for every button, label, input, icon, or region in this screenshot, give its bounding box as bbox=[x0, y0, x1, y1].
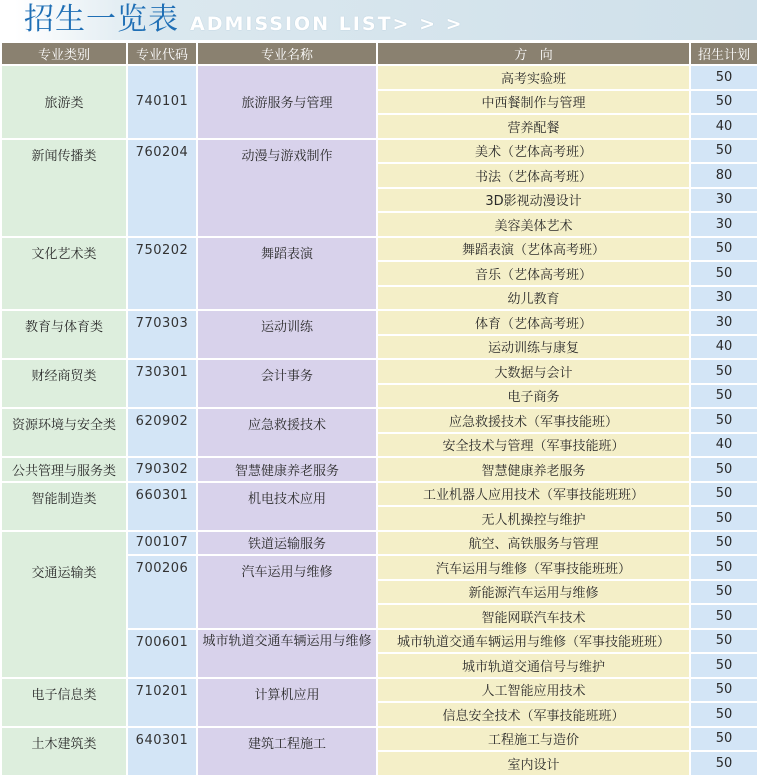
category-cell: 旅游类 bbox=[1, 65, 127, 139]
direction-cell: 书法（艺体高考班） bbox=[377, 163, 690, 188]
table-row bbox=[1, 678, 757, 703]
header-row bbox=[1, 42, 757, 65]
plan-cell: 50 bbox=[690, 678, 757, 703]
category-cell: 资源环境与安全类 bbox=[1, 408, 127, 457]
header-name: 专业名称 bbox=[197, 42, 377, 65]
direction-cell: 航空、高铁服务与管理 bbox=[377, 531, 690, 556]
direction-cell: 城市轨道交通信号与维护 bbox=[377, 653, 690, 678]
major-name-cell: 城市轨道交通车辆运用与维修 bbox=[197, 629, 377, 678]
direction-cell: 无人机操控与维护 bbox=[377, 506, 690, 531]
plan-cell: 50 bbox=[690, 531, 757, 556]
direction-cell: 人工智能应用技术 bbox=[377, 678, 690, 703]
page-title: 招生一览表 bbox=[24, 2, 179, 37]
plan-cell: 30 bbox=[690, 212, 757, 237]
direction-cell: 3D影视动漫设计 bbox=[377, 188, 690, 213]
code-cell: 700206 bbox=[127, 555, 197, 629]
direction-cell: 室内设计 bbox=[377, 751, 690, 776]
code-cell: 770303 bbox=[127, 310, 197, 359]
major-name-cell: 机电技术应用 bbox=[197, 482, 377, 531]
direction-cell: 智慧健康养老服务 bbox=[377, 457, 690, 482]
major-name-cell: 会计事务 bbox=[197, 359, 377, 408]
direction-cell: 电子商务 bbox=[377, 384, 690, 409]
plan-cell: 30 bbox=[690, 188, 757, 213]
code-cell: 760204 bbox=[127, 139, 197, 237]
major-name-cell: 舞蹈表演 bbox=[197, 237, 377, 311]
direction-cell: 美容美体艺术 bbox=[377, 212, 690, 237]
header-direction: 方 向 bbox=[377, 42, 690, 65]
table-row bbox=[1, 457, 757, 482]
title-banner bbox=[0, 0, 757, 40]
table-row bbox=[1, 139, 757, 164]
code-cell: 620902 bbox=[127, 408, 197, 457]
plan-cell: 50 bbox=[690, 506, 757, 531]
category-cell: 电子信息类 bbox=[1, 678, 127, 727]
major-name-cell: 汽车运用与维修 bbox=[197, 555, 377, 629]
plan-cell: 50 bbox=[690, 604, 757, 629]
plan-cell: 50 bbox=[690, 65, 757, 90]
plan-cell: 40 bbox=[690, 114, 757, 139]
category-cell: 交通运输类 bbox=[1, 531, 127, 678]
category-cell: 公共管理与服务类 bbox=[1, 457, 127, 482]
direction-cell: 美术（艺体高考班） bbox=[377, 139, 690, 164]
plan-cell: 30 bbox=[690, 310, 757, 335]
plan-cell: 50 bbox=[690, 751, 757, 776]
table-row bbox=[1, 310, 757, 335]
code-cell: 710201 bbox=[127, 678, 197, 727]
code-cell: 660301 bbox=[127, 482, 197, 531]
direction-cell: 信息安全技术（军事技能班班） bbox=[377, 702, 690, 727]
plan-cell: 50 bbox=[690, 629, 757, 654]
plan-cell: 50 bbox=[690, 555, 757, 580]
direction-cell: 应急救援技术（军事技能班） bbox=[377, 408, 690, 433]
direction-cell: 智能网联汽车技术 bbox=[377, 604, 690, 629]
direction-cell: 音乐（艺体高考班） bbox=[377, 261, 690, 286]
direction-cell: 汽车运用与维修（军事技能班班） bbox=[377, 555, 690, 580]
plan-cell: 50 bbox=[690, 727, 757, 752]
direction-cell: 舞蹈表演（艺体高考班） bbox=[377, 237, 690, 262]
direction-cell: 中西餐制作与管理 bbox=[377, 90, 690, 115]
direction-cell: 体育（艺体高考班） bbox=[377, 310, 690, 335]
plan-cell: 50 bbox=[690, 384, 757, 409]
plan-cell: 50 bbox=[690, 702, 757, 727]
code-cell: 700601 bbox=[127, 629, 197, 678]
code-cell: 790302 bbox=[127, 457, 197, 482]
plan-cell: 50 bbox=[690, 580, 757, 605]
direction-cell: 高考实验班 bbox=[377, 65, 690, 90]
category-cell: 土木建筑类 bbox=[1, 727, 127, 776]
code-cell: 700107 bbox=[127, 531, 197, 556]
plan-cell: 40 bbox=[690, 433, 757, 458]
major-name-cell: 计算机应用 bbox=[197, 678, 377, 727]
major-name-cell: 运动训练 bbox=[197, 310, 377, 359]
direction-cell: 城市轨道交通车辆运用与维修（军事技能班班） bbox=[377, 629, 690, 654]
plan-cell: 50 bbox=[690, 261, 757, 286]
category-cell: 教育与体育类 bbox=[1, 310, 127, 359]
direction-cell: 工业机器人应用技术（军事技能班班） bbox=[377, 482, 690, 507]
plan-cell: 50 bbox=[690, 482, 757, 507]
direction-cell: 幼儿教育 bbox=[377, 286, 690, 311]
plan-cell: 50 bbox=[690, 457, 757, 482]
direction-cell: 新能源汽车运用与维修 bbox=[377, 580, 690, 605]
direction-cell: 工程施工与造价 bbox=[377, 727, 690, 752]
header-plan: 招生计划 bbox=[690, 42, 757, 65]
category-cell: 财经商贸类 bbox=[1, 359, 127, 408]
direction-cell: 安全技术与管理（军事技能班） bbox=[377, 433, 690, 458]
admission-table bbox=[0, 41, 757, 777]
category-cell: 文化艺术类 bbox=[1, 237, 127, 311]
table-row bbox=[1, 531, 757, 556]
table-row bbox=[1, 65, 757, 90]
code-cell: 750202 bbox=[127, 237, 197, 311]
plan-cell: 30 bbox=[690, 286, 757, 311]
plan-cell: 80 bbox=[690, 163, 757, 188]
major-name-cell: 动漫与游戏制作 bbox=[197, 139, 377, 237]
major-name-cell: 铁道运输服务 bbox=[197, 531, 377, 556]
plan-cell: 50 bbox=[690, 408, 757, 433]
direction-cell: 营养配餐 bbox=[377, 114, 690, 139]
direction-cell: 大数据与会计 bbox=[377, 359, 690, 384]
code-cell: 730301 bbox=[127, 359, 197, 408]
category-cell: 新闻传播类 bbox=[1, 139, 127, 237]
major-name-cell: 应急救援技术 bbox=[197, 408, 377, 457]
major-name-cell: 建筑工程施工 bbox=[197, 727, 377, 776]
plan-cell: 50 bbox=[690, 653, 757, 678]
header-category: 专业类别 bbox=[1, 42, 127, 65]
page-subtitle: ADMISSION LIST> > > bbox=[190, 13, 464, 35]
major-name-cell: 智慧健康养老服务 bbox=[197, 457, 377, 482]
major-name-cell: 旅游服务与管理 bbox=[197, 65, 377, 139]
code-cell: 640301 bbox=[127, 727, 197, 776]
direction-cell: 运动训练与康复 bbox=[377, 335, 690, 360]
table-row bbox=[1, 727, 757, 752]
plan-cell: 50 bbox=[690, 359, 757, 384]
table-row bbox=[1, 359, 757, 384]
code-cell: 740101 bbox=[127, 65, 197, 139]
table-row bbox=[1, 237, 757, 262]
plan-cell: 50 bbox=[690, 90, 757, 115]
table-row bbox=[1, 408, 757, 433]
header-code: 专业代码 bbox=[127, 42, 197, 65]
plan-cell: 50 bbox=[690, 237, 757, 262]
table-row bbox=[1, 482, 757, 507]
plan-cell: 40 bbox=[690, 335, 757, 360]
category-cell: 智能制造类 bbox=[1, 482, 127, 531]
plan-cell: 50 bbox=[690, 139, 757, 164]
